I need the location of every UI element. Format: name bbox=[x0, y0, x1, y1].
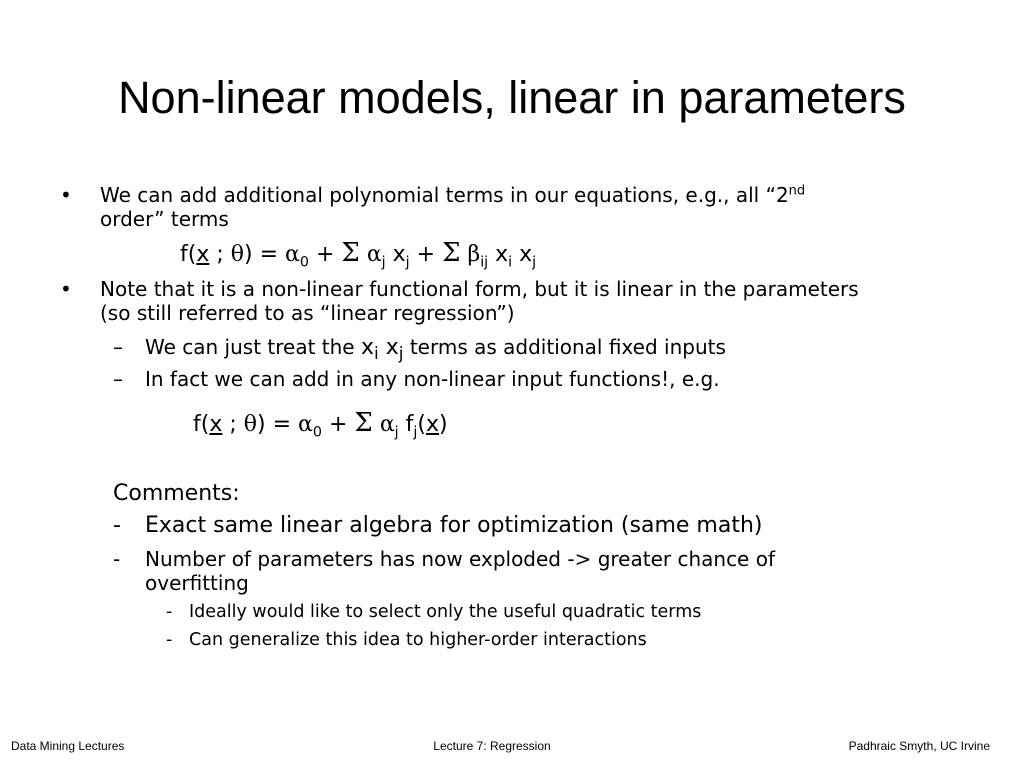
sub-bullet-1: We can just treat the $x_i$ $x_j$ terms as additional fixed inputs bbox=[145, 335, 726, 364]
bullet-1-line-1: We can add additional polynomial terms in our equations, e.g., all “2nd bbox=[100, 183, 806, 207]
footer-lecture: Lecture 7: Regression bbox=[433, 739, 551, 753]
comment-item-1: Exact same linear algebra for optimization (same math) bbox=[145, 513, 763, 538]
bullet-2-line-1: Note that it is a non-linear functional form, but it is linear in the parameters bbox=[100, 277, 859, 301]
sub-bullet-2: In fact we can add in any non-linear input functions!, e.g. bbox=[145, 367, 720, 391]
footer-course: Data Mining Lectures bbox=[11, 739, 125, 753]
hyphen-marker: - bbox=[166, 630, 173, 650]
footer-author: Padhraic Smyth, UC Irvine bbox=[848, 739, 990, 753]
comment-item-2-line-2: overfitting bbox=[145, 571, 249, 595]
dash-marker: – bbox=[113, 367, 123, 391]
bullet-2-line-2: (so still referred to as “linear regression”) bbox=[100, 301, 515, 325]
equation-general: f(x ; $\theta) = \alpha_0 + \Sigma$ $\alpha_j$ $f_j(x)$ bbox=[193, 408, 448, 441]
dash-marker: – bbox=[113, 335, 123, 359]
comment-sub-item-1: Ideally would like to select only the useful quadratic terms bbox=[189, 602, 702, 622]
comments-heading: Comments: bbox=[113, 481, 240, 506]
hyphen-marker: - bbox=[113, 513, 121, 538]
hyphen-marker: - bbox=[113, 547, 121, 571]
comment-sub-item-2: Can generalize this idea to higher-order interactions bbox=[189, 630, 647, 650]
equation-quadratic: f(x ; $\theta) = \alpha_0 + \Sigma$ $\alpha_j$ $x_j + \Sigma$ $\beta_{ij}$ $x_i$ $x_j$ bbox=[180, 238, 537, 271]
comment-item-2-line-1: Number of parameters has now exploded -> greater chance of bbox=[145, 547, 775, 571]
hyphen-marker: - bbox=[166, 602, 173, 622]
bullet-marker: • bbox=[60, 183, 72, 207]
ordinal-superscript: nd bbox=[788, 183, 806, 199]
bullet-marker: • bbox=[60, 277, 72, 301]
bullet-1-line-2: order” terms bbox=[100, 207, 229, 231]
slide-title: Non-linear models, linear in parameters bbox=[118, 72, 906, 123]
